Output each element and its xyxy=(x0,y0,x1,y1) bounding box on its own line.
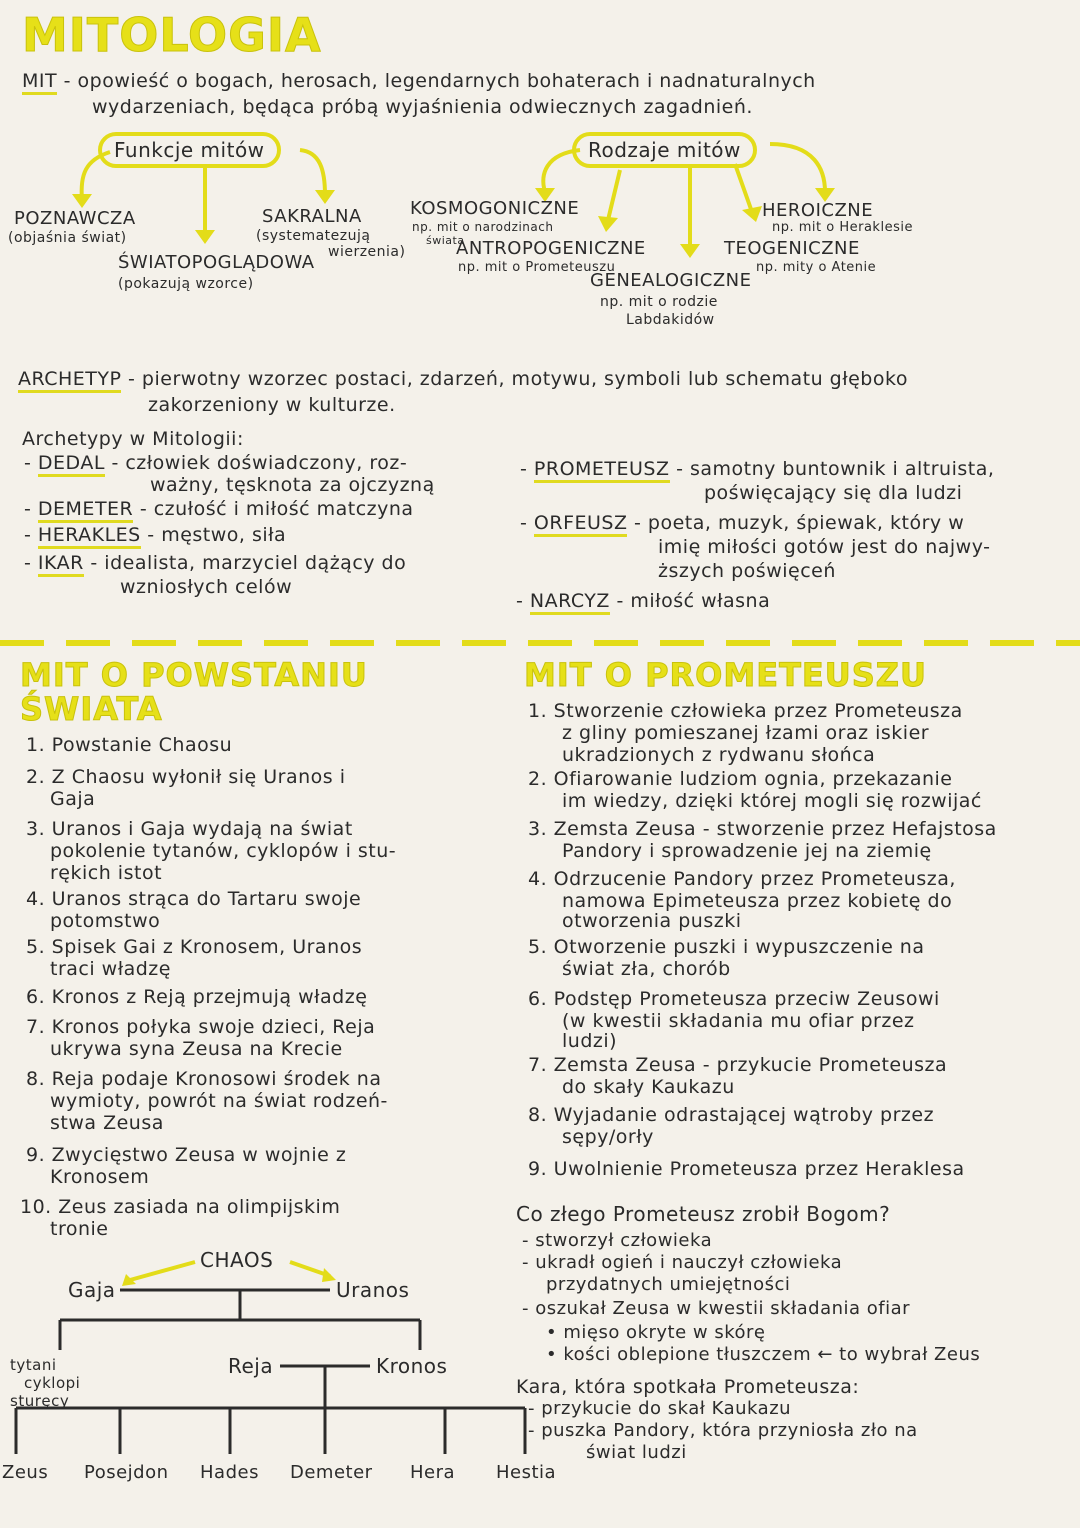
prometheus-step: 8. Wyjadanie odrastającej wątroby przez xyxy=(528,1104,935,1126)
archetype-dedal: - DEDAL - człowiek doświadczony, roz- xyxy=(24,452,407,474)
archetype-herakles: - HERAKLES - męstwo, siła xyxy=(24,524,286,546)
function-poznawcza-note: (objaśnia świat) xyxy=(8,230,127,246)
type-teogeniczne-note: np. mity o Atenie xyxy=(756,260,877,275)
type-kosmogoniczne-note2: świata xyxy=(426,234,465,247)
functions-bubble: Funkcje mitów xyxy=(98,132,281,168)
tree-child: Hera xyxy=(410,1462,456,1483)
tree-gaja: Gaja xyxy=(68,1278,116,1302)
mit-definition-line1: MIT - opowieść o bogach, herosach, legendarnych bohaterach i nadnaturalnych xyxy=(22,70,816,92)
tree-sturecy: sturęcy xyxy=(10,1392,70,1410)
tree-child: Demeter xyxy=(290,1462,373,1483)
prometheus-step-cont: ludzi) xyxy=(562,1030,618,1052)
creation-step-cont: traci władzę xyxy=(50,958,171,980)
type-genealogiczne: GENEALOGICZNE xyxy=(590,270,752,291)
type-teogeniczne: TEOGENICZNE xyxy=(724,238,860,259)
creation-step: 8. Reja podaje Kronosowi środek na xyxy=(26,1068,382,1090)
creation-step-cont: Gaja xyxy=(50,788,96,810)
type-heroiczne: HEROICZNE xyxy=(762,200,874,221)
prometheus-step-cont: do skały Kaukazu xyxy=(562,1076,735,1098)
type-antropogeniczne: ANTROPOGENICZNE xyxy=(456,238,646,259)
prometheus-answer-cont: przydatnych umiejętności xyxy=(546,1274,791,1295)
creation-step-cont: Kronosem xyxy=(50,1166,150,1188)
prometheus-step-cont: sępy/orły xyxy=(562,1126,654,1148)
type-genealogiczne-note2: Labdakidów xyxy=(626,312,715,328)
creation-step-cont: stwa Zeusa xyxy=(50,1112,164,1134)
creation-myth-title-line1: MIT O POWSTANIU xyxy=(20,656,368,694)
creation-step: 5. Spisek Gai z Kronosem, Uranos xyxy=(26,936,363,958)
creation-myth-title-line2: ŚWIATA xyxy=(20,690,163,728)
types-bubble: Rodzaje mitów xyxy=(572,132,757,168)
type-antropogeniczne-note: np. mit o Prometeuszu xyxy=(458,260,616,275)
archetype-term: ARCHETYP xyxy=(18,368,121,393)
creation-step: 10. Zeus zasiada na olimpijskim xyxy=(20,1196,341,1218)
type-kosmogoniczne: KOSMOGONICZNE xyxy=(410,198,580,219)
punishment-item: - puszka Pandory, która przyniosła zło na xyxy=(528,1420,918,1441)
archetype-prometeusz-line2: poświęcający się dla ludzi xyxy=(704,482,963,504)
archetype-demeter: - DEMETER - czułość i miłość matczyna xyxy=(24,498,414,520)
function-swiatopogladowa-note: (pokazują wzorce) xyxy=(118,276,254,292)
archetype-definition-line1: ARCHETYP - pierwotny wzorzec postaci, zdarzeń, motywu, symboli lub schematu głęboko xyxy=(18,368,908,390)
archetype-ikar: - IKAR - idealista, marzyciel dążący do xyxy=(24,552,406,574)
tree-chaos: CHAOS xyxy=(200,1248,274,1272)
creation-step-cont: wymioty, powrót na świat rodzeń- xyxy=(50,1090,388,1112)
tree-uranos: Uranos xyxy=(336,1278,410,1302)
tree-child: Zeus xyxy=(2,1462,49,1483)
prometheus-step-cont: namowa Epimeteusza przez kobietę do xyxy=(562,890,953,912)
archetype-orfeusz-line2: imię miłości gotów jest do najwy- xyxy=(658,536,991,558)
creation-step-cont: ukrywa syna Zeusa na Krecie xyxy=(50,1038,343,1060)
prometheus-step: 5. Otworzenie puszki i wypuszczenie na xyxy=(528,936,925,958)
mit-definition-line2: wydarzeniach, będąca próbą wyjaśnienia odwiecznych zagadnień. xyxy=(92,96,753,118)
function-poznawcza: POZNAWCZA xyxy=(14,208,136,229)
tree-child: Hestia xyxy=(496,1462,557,1483)
function-sakralna: SAKRALNA xyxy=(262,206,362,227)
archetype-orfeusz: - ORFEUSZ - poeta, muzyk, śpiewak, który w xyxy=(520,512,964,534)
creation-step: 2. Z Chaosu wyłonił się Uranos i xyxy=(26,766,346,788)
tree-reja: Reja xyxy=(228,1354,274,1378)
creation-step: 9. Zwycięstwo Zeusa w wojnie z xyxy=(26,1144,347,1166)
prometheus-step-cont: z gliny pomieszanej łzami oraz iskier xyxy=(562,722,930,744)
archetype-definition-line2: zakorzeniony w kulturze. xyxy=(148,394,396,416)
prometheus-question: Co złego Prometeusz zrobił Bogom? xyxy=(516,1202,891,1226)
section-divider xyxy=(0,640,1080,646)
prometheus-answer: - stworzył człowieka xyxy=(522,1230,713,1251)
arrow-to-sakralna xyxy=(300,150,325,195)
creation-step: 7. Kronos połyka swoje dzieci, Reja xyxy=(26,1016,376,1038)
prometheus-answer: - oszukał Zeusa w kwestii składania ofiar xyxy=(522,1298,911,1319)
creation-step: 6. Kronos z Reją przejmują władzę xyxy=(26,986,368,1008)
creation-step: 1. Powstanie Chaosu xyxy=(26,734,233,756)
prometheus-step: 3. Zemsta Zeusa - stworzenie przez Hefajstosa xyxy=(528,818,997,840)
creation-step: 3. Uranos i Gaja wydają na świat xyxy=(26,818,353,840)
mit-term: MIT xyxy=(22,70,57,95)
prometheus-answer-sub: • mięso okryte w skórę xyxy=(546,1322,766,1343)
punishment-item-cont: świat ludzi xyxy=(586,1442,687,1463)
creation-step-cont: pokolenie tytanów, cyklopów i stu- xyxy=(50,840,397,862)
punishment-heading: Kara, która spotkała Prometeusza: xyxy=(516,1376,860,1398)
prometheus-step: 4. Odrzucenie Pandory przez Prometeusza, xyxy=(528,868,956,890)
prometheus-step-cont: otworzenia puszki xyxy=(562,910,742,932)
archetype-prometeusz: - PROMETEUSZ - samotny buntownik i altruista, xyxy=(520,458,994,480)
prometheus-step-cont: Pandory i sprowadzenie jej na ziemię xyxy=(562,840,932,862)
prometheus-step: 7. Zemsta Zeusa - przykucie Prometeusza xyxy=(528,1054,948,1076)
creation-step-cont: rękich istot xyxy=(50,862,163,884)
function-sakralna-note2: wierzenia) xyxy=(328,244,406,260)
prometheus-answer: - ukradł ogień i nauczył człowieka xyxy=(522,1252,843,1273)
prometheus-step-cont: im wiedzy, dzięki której mogli się rozwijać xyxy=(562,790,982,812)
type-heroiczne-note: np. mit o Heraklesie xyxy=(772,220,913,235)
page-title: MITOLOGIA xyxy=(22,8,322,62)
archetype-orfeusz-line3: ższych poświęceń xyxy=(658,560,836,582)
tree-child: Hades xyxy=(200,1462,259,1483)
function-swiatopogladowa: ŚWIATOPOGLĄDOWA xyxy=(118,252,315,273)
function-sakralna-note1: (systematezują xyxy=(256,228,371,244)
tree-kronos: Kronos xyxy=(376,1354,448,1378)
prometheus-step-cont: (w kwestii składania mu ofiar przez xyxy=(562,1010,915,1032)
archetype-dedal-line2: ważny, tęsknota za ojczyzną xyxy=(150,474,435,496)
prometheus-step: 6. Podstęp Prometeusza przeciw Zeusowi xyxy=(528,988,940,1010)
creation-step-cont: tronie xyxy=(50,1218,109,1240)
prometheus-answer-sub: • kości oblepione tłuszczem ← to wybrał Zeus xyxy=(546,1344,981,1365)
archetype-ikar-line2: wzniosłych celów xyxy=(120,576,293,598)
tree-child: Posejdon xyxy=(84,1462,169,1483)
prometheus-step: 2. Ofiarowanie ludziom ognia, przekazanie xyxy=(528,768,953,790)
type-kosmogoniczne-note1: np. mit o narodzinach xyxy=(412,220,554,234)
punishment-item: - przykucie do skał Kaukazu xyxy=(528,1398,792,1419)
tree-tytani: tytani xyxy=(10,1356,57,1374)
prometheus-step: 1. Stworzenie człowieka przez Prometeusza xyxy=(528,700,963,722)
prometheus-step-cont: świat zła, chorób xyxy=(562,958,731,980)
prometheus-myth-title: MIT O PROMETEUSZU xyxy=(524,656,927,694)
prometheus-step: 9. Uwolnienie Prometeusza przez Heraklesa xyxy=(528,1158,965,1180)
archetypes-heading: Archetypy w Mitologii: xyxy=(22,428,244,450)
type-genealogiczne-note1: np. mit o rodzie xyxy=(600,294,718,310)
prometheus-step-cont: ukradzionych z rydwanu słońca xyxy=(562,744,876,766)
archetype-narcyz: - NARCYZ - miłość własna xyxy=(516,590,770,612)
creation-step: 4. Uranos strąca do Tartaru swoje xyxy=(26,888,362,910)
creation-step-cont: potomstwo xyxy=(50,910,161,932)
tree-cyklopi: cyklopi xyxy=(24,1374,81,1392)
